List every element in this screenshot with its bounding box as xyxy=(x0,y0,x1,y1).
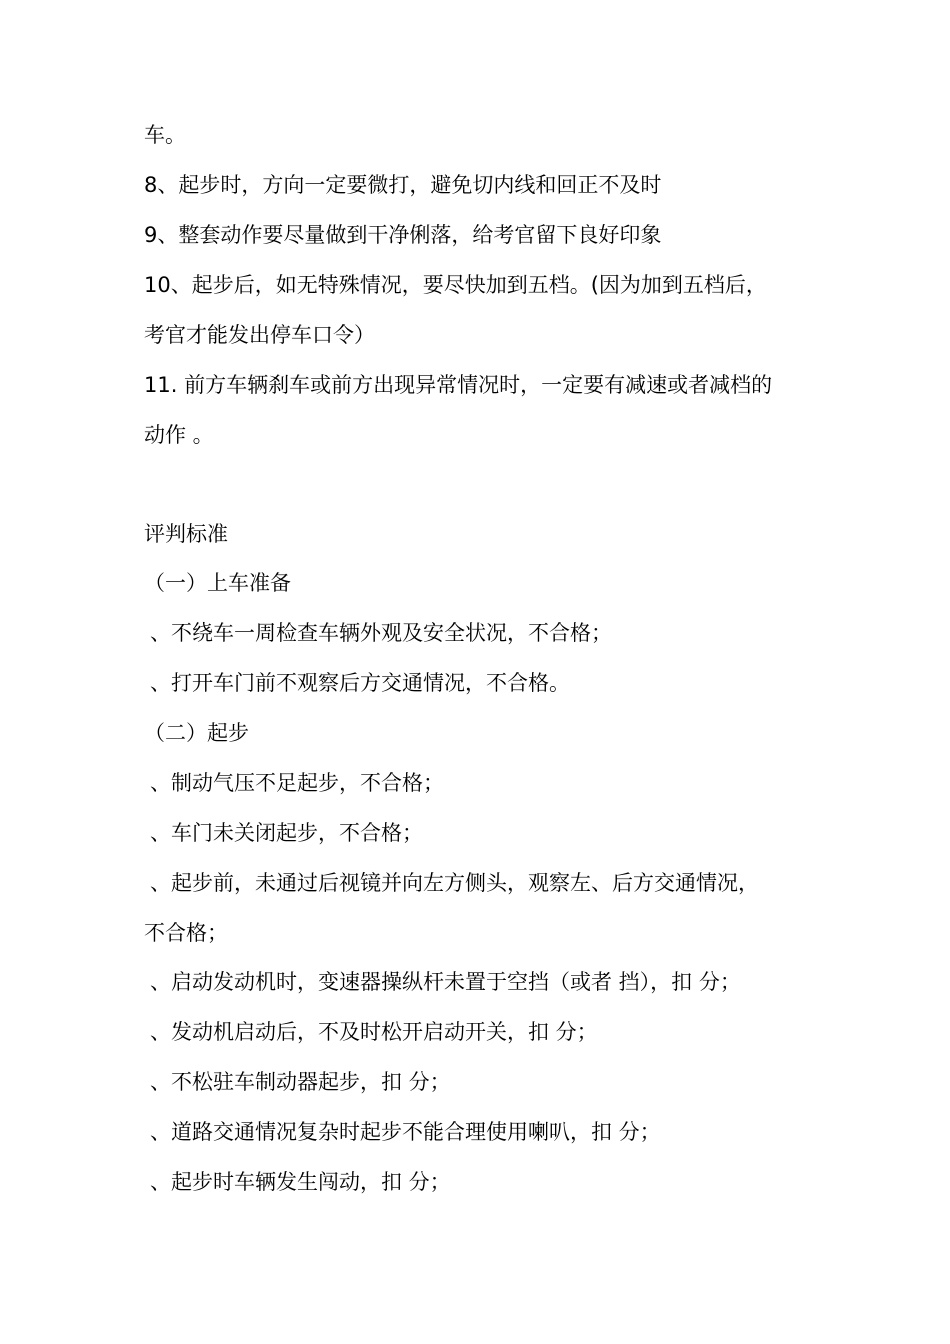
criteria-item: 、发动机启动后，不及时松开启动开关，扣 分； xyxy=(150,1020,598,1044)
criteria-item: 、启动发动机时，变速器操纵杆未置于空挡（或者 挡），扣 分； xyxy=(150,970,741,994)
criteria-item: 、道路交通情况复杂时起步不能合理使用喇叭，扣 分； xyxy=(150,1120,661,1144)
tip-item-9: 9、整套动作要尽量做到干净俐落，给考官留下良好印象 xyxy=(144,223,662,247)
criteria-item: 、车门未关闭起步，不合格； xyxy=(150,821,423,845)
tip-item-8: 8、起步时，方向一定要微打，避免切内线和回正不及时 xyxy=(144,173,662,197)
subsection-heading-boarding: （一）上车准备 xyxy=(144,571,291,595)
tip-item-10: 10、起步后，如无特殊情况，要尽快加到五档。(因为加到五档后， xyxy=(144,273,767,297)
criteria-item: 、不松驻车制动器起步，扣 分； xyxy=(150,1070,451,1094)
text-line-continuation: 车。 xyxy=(144,123,186,147)
tip-item-11: 11. 前方车辆刹车或前方出现异常情况时，一定要有减速或者减档的 xyxy=(144,373,773,397)
tip-item-10-continuation: 考官才能发出停车口令） xyxy=(144,323,375,347)
criteria-item-continuation: 不合格； xyxy=(144,921,228,945)
criteria-item: 、起步时车辆发生闯动，扣 分； xyxy=(150,1170,451,1194)
subsection-heading-start: （二）起步 xyxy=(144,721,249,745)
criteria-item: 、不绕车一周检查车辆外观及安全状况，不合格； xyxy=(150,621,612,645)
criteria-item: 、起步前，未通过后视镜并向左方侧头，观察左、后方交通情况， xyxy=(150,871,759,895)
tip-item-11-continuation: 动作 。 xyxy=(144,423,214,447)
section-heading: 评判标准 xyxy=(144,522,228,546)
criteria-item: 、打开车门前不观察后方交通情况，不合格。 xyxy=(150,671,570,695)
criteria-item: 、制动气压不足起步，不合格； xyxy=(150,771,444,795)
